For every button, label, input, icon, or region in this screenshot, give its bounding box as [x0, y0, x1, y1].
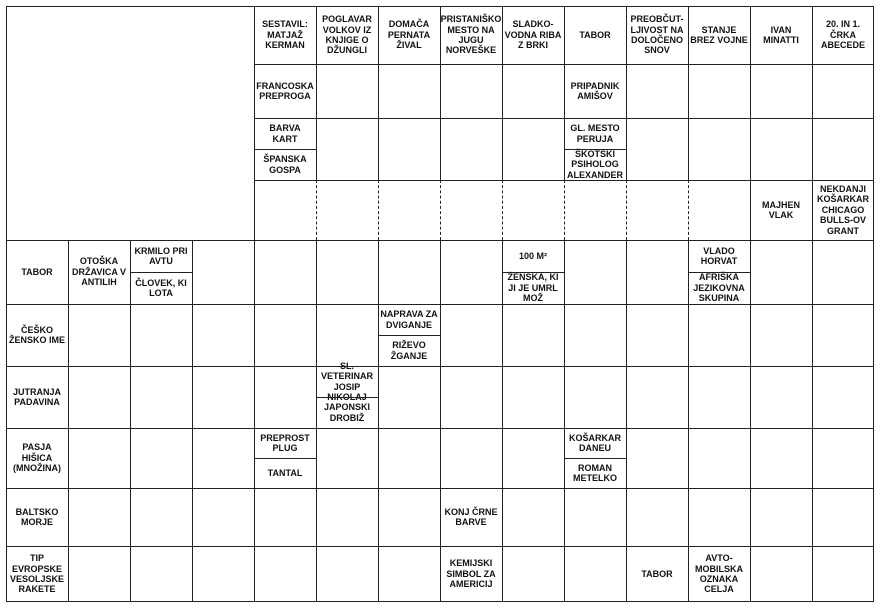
grid-cell[interactable] [130, 428, 192, 488]
grid-cell[interactable] [564, 180, 626, 240]
grid-cell[interactable] [812, 546, 874, 602]
clue-r0c5: POGLAVAR VOLKOV IZ KNJIGE O DŽUNGLI [322, 14, 372, 56]
clue-r9c0: TIP EVROPSKE VESOLJSKE RAKETE [9, 553, 65, 595]
grid-cell[interactable] [626, 180, 688, 240]
clue-r1c4: FRANCOSKA PREPROGA [256, 80, 314, 101]
grid-cell[interactable] [688, 64, 750, 118]
grid-cell[interactable] [440, 64, 502, 118]
grid-cell[interactable] [812, 118, 874, 180]
clue-r0c6: DOMAČA PERNATA ŽIVAL [387, 19, 431, 51]
clue-r9c7: KEMIJSKI SIMBOL ZA AMERICIJ [446, 558, 496, 590]
clue-r0c12: IVAN MINATTI [763, 24, 799, 45]
grid-cell[interactable] [68, 366, 130, 428]
grid-cell[interactable] [750, 488, 812, 546]
grid-cell[interactable] [688, 118, 750, 180]
clue-divider [254, 458, 316, 459]
clue-r7c9b: ROMAN METELKO [573, 462, 617, 483]
grid-cell[interactable] [564, 240, 626, 304]
grid-cell[interactable] [378, 64, 440, 118]
clue-divider [564, 149, 626, 150]
clue-r0c11: STANJE BREZ VOJNE [690, 24, 748, 45]
grid-cell[interactable] [626, 64, 688, 118]
clue-divider [502, 272, 564, 273]
grid-cell[interactable] [812, 428, 874, 488]
grid-cell[interactable] [378, 240, 440, 304]
grid-cell[interactable] [316, 546, 378, 602]
grid-cell[interactable] [316, 488, 378, 546]
grid-cell[interactable] [68, 488, 130, 546]
grid-cell[interactable] [688, 366, 750, 428]
grid-cell[interactable] [502, 488, 564, 546]
grid-cell[interactable] [192, 488, 254, 546]
grid-cell[interactable] [626, 118, 688, 180]
grid-cell[interactable] [378, 366, 440, 428]
clue-r8c0: BALTSKO MORJE [15, 506, 59, 527]
grid-cell[interactable] [750, 240, 812, 304]
clue-divider [254, 149, 316, 150]
grid-cell[interactable] [688, 180, 750, 240]
grid-cell[interactable] [812, 304, 874, 366]
clue-r0c9: TABOR [579, 29, 611, 40]
grid-cell[interactable] [688, 428, 750, 488]
grid-cell[interactable] [564, 304, 626, 366]
grid-cell[interactable] [192, 428, 254, 488]
clue-r5c6b: RIŽEVO ŽGANJE [390, 340, 428, 361]
grid-cell[interactable] [130, 488, 192, 546]
grid-cell[interactable] [564, 366, 626, 428]
clue-r0c7: PRISTANIŠKO MESTO NA JUGU NORVEŠKE [440, 14, 502, 56]
clue-r2c4b: ŠPANSKA GOSPA [263, 154, 307, 175]
clue-r7c0: PASJA HIŠICA (MNOŽINA) [13, 442, 61, 474]
grid-cell[interactable] [316, 428, 378, 488]
grid-cell[interactable] [192, 240, 254, 304]
grid-cell[interactable] [564, 546, 626, 602]
grid-cell[interactable] [68, 304, 130, 366]
grid-cell[interactable] [626, 428, 688, 488]
clue-r4c2a: KRMILO PRI AVTU [134, 245, 188, 266]
clue-r0c4: SESTAVIL: MATJAŽ KERMAN [262, 19, 308, 51]
clue-r7c4b: TANTAL [267, 467, 303, 478]
grid-cell[interactable] [750, 428, 812, 488]
grid-cell[interactable] [812, 488, 874, 546]
clue-divider [316, 397, 378, 398]
clue-r3c12: MAJHEN VLAK [761, 199, 800, 220]
grid-cell[interactable] [688, 488, 750, 546]
grid-cell[interactable] [564, 488, 626, 546]
grid-cell[interactable] [254, 304, 316, 366]
clue-r4c11a: VLADO HORVAT [700, 245, 738, 266]
grid-cell[interactable] [378, 180, 440, 240]
grid-cell[interactable] [130, 304, 192, 366]
grid-cell[interactable] [812, 64, 874, 118]
grid-cell[interactable] [440, 180, 502, 240]
clue-r4c11b: AFRIŠKA JEZIKOVNA SKUPINA [693, 272, 745, 304]
clue-r9c11: AVTO-MOBILSKA OZNAKA CELJA [695, 553, 743, 595]
grid-cell[interactable] [750, 118, 812, 180]
clue-r6c0: JUTRANJA PADAVINA [12, 386, 61, 407]
grid-cell[interactable] [626, 366, 688, 428]
clue-divider [688, 272, 750, 273]
clue-r8c7: KONJ ČRNE BARVE [444, 506, 498, 527]
grid-cell[interactable] [254, 240, 316, 304]
grid-cell[interactable] [750, 546, 812, 602]
clue-r4c8b: ŽENSKA, KI JI JE UMRL MOŽ [507, 272, 559, 304]
grid-cell[interactable] [316, 118, 378, 180]
grid-cell[interactable] [254, 366, 316, 428]
grid-cell[interactable] [440, 240, 502, 304]
clue-r0c8: SLADKO-VODNA RIBA Z BRKI [504, 19, 562, 51]
clue-r9c10: TABOR [641, 568, 673, 579]
clue-r3c13: NEKDANJI KOŠARKAR CHICAGO BULLS-OV GRANT [816, 184, 869, 236]
grid-cell[interactable] [502, 428, 564, 488]
clue-r4c8a: 100 M² [518, 250, 547, 261]
grid-cell[interactable] [192, 304, 254, 366]
clue-r7c9a: KOŠARKAR DANEU [568, 432, 621, 453]
grid-cell[interactable] [130, 546, 192, 602]
grid-cell[interactable] [130, 366, 192, 428]
grid-cell[interactable] [316, 240, 378, 304]
clue-r5c6a: NAPRAVA ZA DVIGANJE [380, 309, 438, 330]
clue-r4c0: TABOR [21, 266, 53, 277]
clue-divider [378, 335, 440, 336]
grid-cell[interactable] [316, 304, 378, 366]
grid-cell[interactable] [626, 488, 688, 546]
grid-cell[interactable] [812, 366, 874, 428]
grid-cell[interactable] [192, 546, 254, 602]
grid-cell[interactable] [502, 64, 564, 118]
clue-r2c9b: ŠKOTSKI PSIHOLOG ALEXANDER [566, 148, 623, 180]
clue-r2c9a: GL. MESTO PERUJA [570, 123, 620, 144]
grid-cell[interactable] [378, 488, 440, 546]
grid-cell[interactable] [254, 546, 316, 602]
grid-cell[interactable] [750, 64, 812, 118]
grid-cell[interactable] [440, 304, 502, 366]
grid-cell[interactable] [502, 118, 564, 180]
grid-cell[interactable] [440, 428, 502, 488]
grid-cell[interactable] [440, 118, 502, 180]
grid-cell[interactable] [378, 118, 440, 180]
clue-r0c10: PREOBČUT-LJIVOST NA DOLOČENO SNOV [630, 14, 684, 56]
clue-r7c4a: PREPROST PLUG [260, 432, 310, 453]
grid-cell[interactable] [688, 304, 750, 366]
grid-cell[interactable] [502, 546, 564, 602]
grid-cell[interactable] [68, 546, 130, 602]
grid-cell[interactable] [254, 180, 316, 240]
grid-cell[interactable] [502, 304, 564, 366]
clue-r5c0: ČEŠKO ŽENSKO IME [8, 324, 65, 345]
clue-r2c4a: BARVA KART [269, 123, 301, 144]
clue-r1c9: PRIPADNIK AMIŠOV [570, 80, 620, 101]
grid-cell[interactable] [192, 366, 254, 428]
grid-cell[interactable] [502, 366, 564, 428]
grid-cell[interactable] [68, 428, 130, 488]
grid-cell[interactable] [502, 180, 564, 240]
clue-r6c5b: JAPONSKI DROBIŽ [323, 402, 370, 423]
clue-r0c13: 20. IN 1. ČRKA ABECEDE [820, 19, 865, 51]
grid-cell[interactable] [378, 428, 440, 488]
grid-cell[interactable] [316, 180, 378, 240]
grid-cell[interactable] [626, 240, 688, 304]
grid-cell[interactable] [440, 366, 502, 428]
grid-cell[interactable] [378, 546, 440, 602]
clue-r4c1: OTOŠKA DRŽAVICA V ANTILIH [72, 256, 126, 288]
clue-divider [564, 458, 626, 459]
grid-cell[interactable] [254, 488, 316, 546]
grid-cell[interactable] [626, 304, 688, 366]
grid-cell[interactable] [750, 366, 812, 428]
grid-cell[interactable] [316, 64, 378, 118]
grid-cell[interactable] [750, 304, 812, 366]
grid-cell[interactable] [812, 240, 874, 304]
clue-divider [130, 272, 192, 273]
clue-r4c2b: ČLOVEK, KI LOTA [135, 277, 187, 298]
clue-r6c5a: SL. VETERINAR JOSIP NIKOLAJ [320, 360, 373, 402]
